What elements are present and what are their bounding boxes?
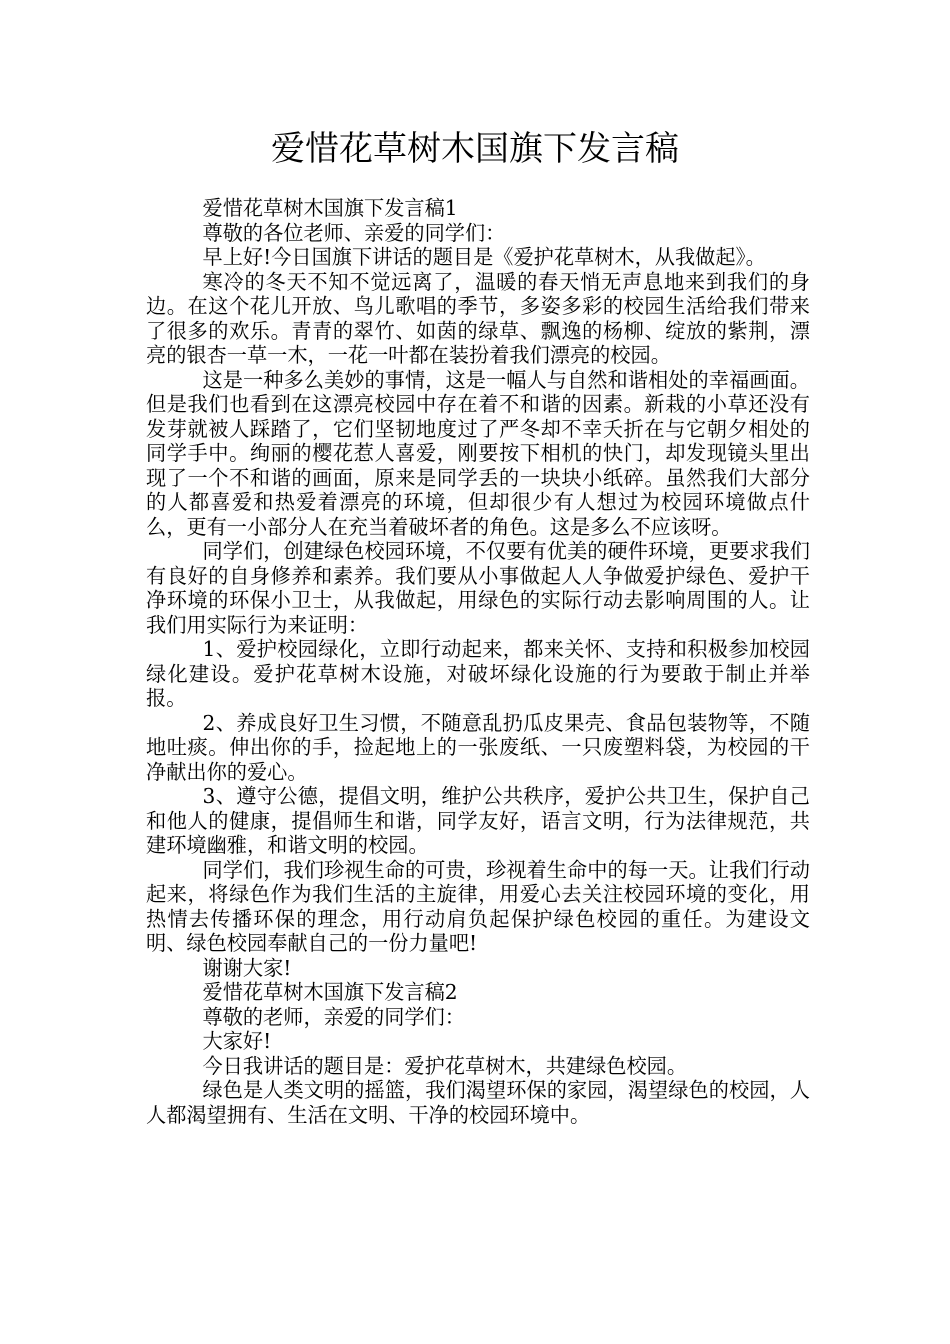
paragraph: 爱惜花草树木国旗下发言稿1 xyxy=(202,196,458,220)
paragraph: 同学们，创建绿色校园环境，不仅要有优美的硬件环境，更要求我们有良好的自身修养和素养。我们要从小事做起人人争做爱护绿色、爱护干净环境的环保小卫士，从我做起，用绿色的实际行动去影响周围的人。让我们用实际行为来证明： xyxy=(146,539,810,637)
paragraph: 谢谢大家! xyxy=(202,955,292,980)
paragraph: 今日我讲话的题目是：爱护花草树木，共建绿色校园。 xyxy=(202,1053,688,1078)
paragraph: 大家好! xyxy=(202,1029,272,1053)
paragraph: 3、遵守公德，提倡文明，维护公共秩序，爱护公共卫生，保护自己和他人的健康，提倡师生和谐，同学友好，语言文明，行为法律规范，共建环境幽雅，和谐文明的校园。 xyxy=(146,784,810,857)
paragraph: 1、爱护校园绿化，立即行动起来，都来关怀、支持和积极参加校园绿化建设。爱护花草树木设施，对破坏绿化设施的行为要敢于制止并举报。 xyxy=(146,637,810,710)
paragraph: 绿色是人类文明的摇篮，我们渴望环保的家园，渴望绿色的校园，人人都渴望拥有、生活在文明、干净的校园环境中。 xyxy=(146,1078,810,1127)
paragraph: 尊敬的各位老师、亲爱的同学们： xyxy=(202,220,506,245)
paragraph: 同学们，我们珍视生命的可贵，珍视着生命中的每一天。让我们行动起来，将绿色作为我们生活的主旋律，用爱心去关注校园环境的变化，用热情去传播环保的理念，用行动肩负起保护绿色校园的重任。为建设文明、绿色校园奉献自己的一份力量吧! xyxy=(146,857,810,955)
document-body xyxy=(146,196,810,1127)
paragraph: 早上好!今日国旗下讲话的题目是《爱护花草树木，从我做起》。 xyxy=(202,245,766,269)
paragraph: 尊敬的老师，亲爱的同学们： xyxy=(202,1004,465,1029)
document-title: 爱惜花草树木国旗下发言稿 xyxy=(271,129,679,169)
paragraph: 寒冷的冬天不知不觉远离了，温暖的春天悄无声息地来到我们的身边。在这个花儿开放、鸟儿歌唱的季节，多姿多彩的校园生活给我们带来了很多的欢乐。青青的翠竹、如茵的绿草、飘逸的杨柳、绽放的紫荆，漂亮的银杏一草一木，一花一叶都在装扮着我们漂亮的校园。 xyxy=(146,269,810,367)
paragraph: 2、养成良好卫生习惯，不随意乱扔瓜皮果壳、食品包装物等，不随地吐痰。伸出你的手，捡起地上的一张废纸、一只废塑料袋，为校园的干净献出你的爱心。 xyxy=(146,710,810,784)
paragraph: 这是一种多么美妙的事情，这是一幅人与自然和谐相处的幸福画面。但是我们也看到在这漂亮校园中存在着不和谐的因素。新栽的小草还没有发芽就被人踩踏了，它们坚韧地度过了严冬却不幸夭折在与它朝夕相处的同学手中。绚丽的樱花惹人喜爱，刚要按下相机的快门，却发现镜头里出现了一个不和谐的画面，原来是同学丢的一块块小纸碎。虽然我们大部分的人都喜爱和热爱着漂亮的环境，但却很少有人想过为校园环境做点什么，更有一小部分人在充当着破坏者的角色。这是多么不应该呀。 xyxy=(146,367,810,539)
paragraph: 爱惜花草树木国旗下发言稿2 xyxy=(202,980,458,1004)
